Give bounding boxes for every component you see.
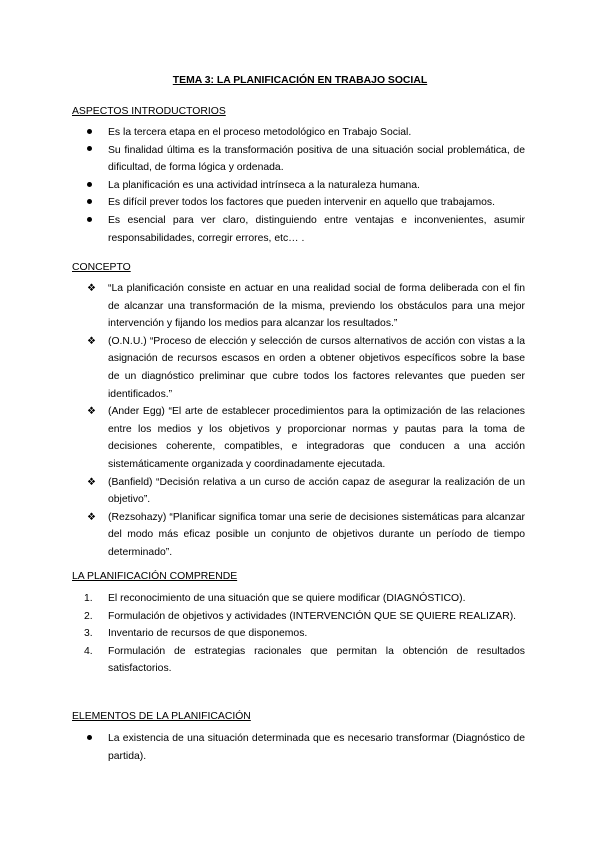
bullet-icon xyxy=(87,142,99,160)
section-heading-concepto: CONCEPTO xyxy=(72,262,131,273)
diamond-bullet-icon: ❖ xyxy=(87,283,96,294)
comprende-list xyxy=(0,590,600,678)
elementos-list xyxy=(0,730,600,765)
section-heading-comprende: LA PLANIFICACIÓN COMPRENDE xyxy=(72,571,238,582)
list-item: ❖ (Ander Egg) “El arte de establecer procedimientos para la optimización de las relaciones entre los medios y los objetivos y proporcionar normas y pautas para la toma de decisiones coherente, compatibles, e integradoras que conducen a una acción sistemáticamente organizada y coordinadamente ejecutada. xyxy=(0,403,525,473)
bullet-icon xyxy=(87,730,99,748)
bullet-icon xyxy=(87,212,99,230)
list-item: ❖ (Rezsohazy) “Planificar significa tomar una serie de decisiones sistemáticas para alcanzar del modo más eficaz posible un conjunto de objetivos durante un período de tiempo determinado”. xyxy=(0,509,525,562)
section-heading-intro: ASPECTOS INTRODUCTORIOS xyxy=(72,106,226,117)
list-item: Su finalidad última es la transformación positiva de una situación social problemática, de dificultad, de forma lógica y ordenada. xyxy=(0,142,525,177)
list-item: 2. Formulación de objetivos y actividades (INTERVENCIÓN QUE SE QUIERE REALIZAR). xyxy=(0,608,525,626)
list-item: 1. El reconocimiento de una situación que se quiere modificar (DIAGNÓSTICO). xyxy=(0,590,525,608)
diamond-bullet-icon: ❖ xyxy=(87,511,96,523)
list-item: La existencia de una situación determinada que es necesario transformar (Diagnóstico de partida). xyxy=(0,730,525,765)
bullet-icon xyxy=(87,177,99,195)
diamond-bullet-icon: ❖ xyxy=(87,476,96,488)
concepto-list xyxy=(0,280,600,562)
list-number: 3. xyxy=(84,628,93,640)
bullet-icon xyxy=(87,194,99,212)
list-item: Es esencial para ver claro, distinguiendo entre ventajas e inconvenientes, asumir responsabilidades, corregir errores, etc… . xyxy=(0,212,525,247)
list-item: Es difícil prever todos los factores que pueden intervenir en aquello que trabajamos. xyxy=(0,194,525,212)
list-item: ❖ “La planificación consiste en actuar en una realidad social de forma deliberada con el fin de alcanzar una transformación de la misma, previendo los obstáculos para una mejor intervención y fijando los medios para alcanzar los resultados.” xyxy=(0,280,525,333)
list-item: ❖ (O.N.U.) “Proceso de elección y selección de cursos alternativos de acción con vistas a la asignación de recursos escasos en orden a obtener objetivos específicos sobre la base de un diagnóstico preliminar que cubre todos los factores relevantes que pueden ser identificados.” xyxy=(0,333,525,403)
list-item: Es la tercera etapa en el proceso metodológico en Trabajo Social. xyxy=(0,124,525,142)
diamond-bullet-icon: ❖ xyxy=(87,335,96,347)
document-title: TEMA 3: LA PLANIFICACIÓN EN TRABAJO SOCIAL xyxy=(172,75,428,86)
intro-list xyxy=(0,124,600,247)
list-number: 2. xyxy=(84,610,93,622)
list-item: 4. Formulación de estrategias racionales que permitan la obtención de resultados satisfactorios. xyxy=(0,643,525,678)
bullet-icon xyxy=(87,124,99,142)
diamond-bullet-icon: ❖ xyxy=(87,406,96,418)
list-number: 4. xyxy=(84,645,93,657)
list-item: 3. Inventario de recursos de que disponemos. xyxy=(0,625,525,643)
list-item: La planificación es una actividad intrínseca a la naturaleza humana. xyxy=(0,177,525,195)
list-item: ❖ (Banfield) “Decisión relativa a un curso de acción capaz de asegurar la realización de un objetivo”. xyxy=(0,474,525,509)
section-heading-elementos: ELEMENTOS DE LA PLANIFICACIÓN xyxy=(72,711,251,722)
list-number: 1. xyxy=(84,593,93,604)
